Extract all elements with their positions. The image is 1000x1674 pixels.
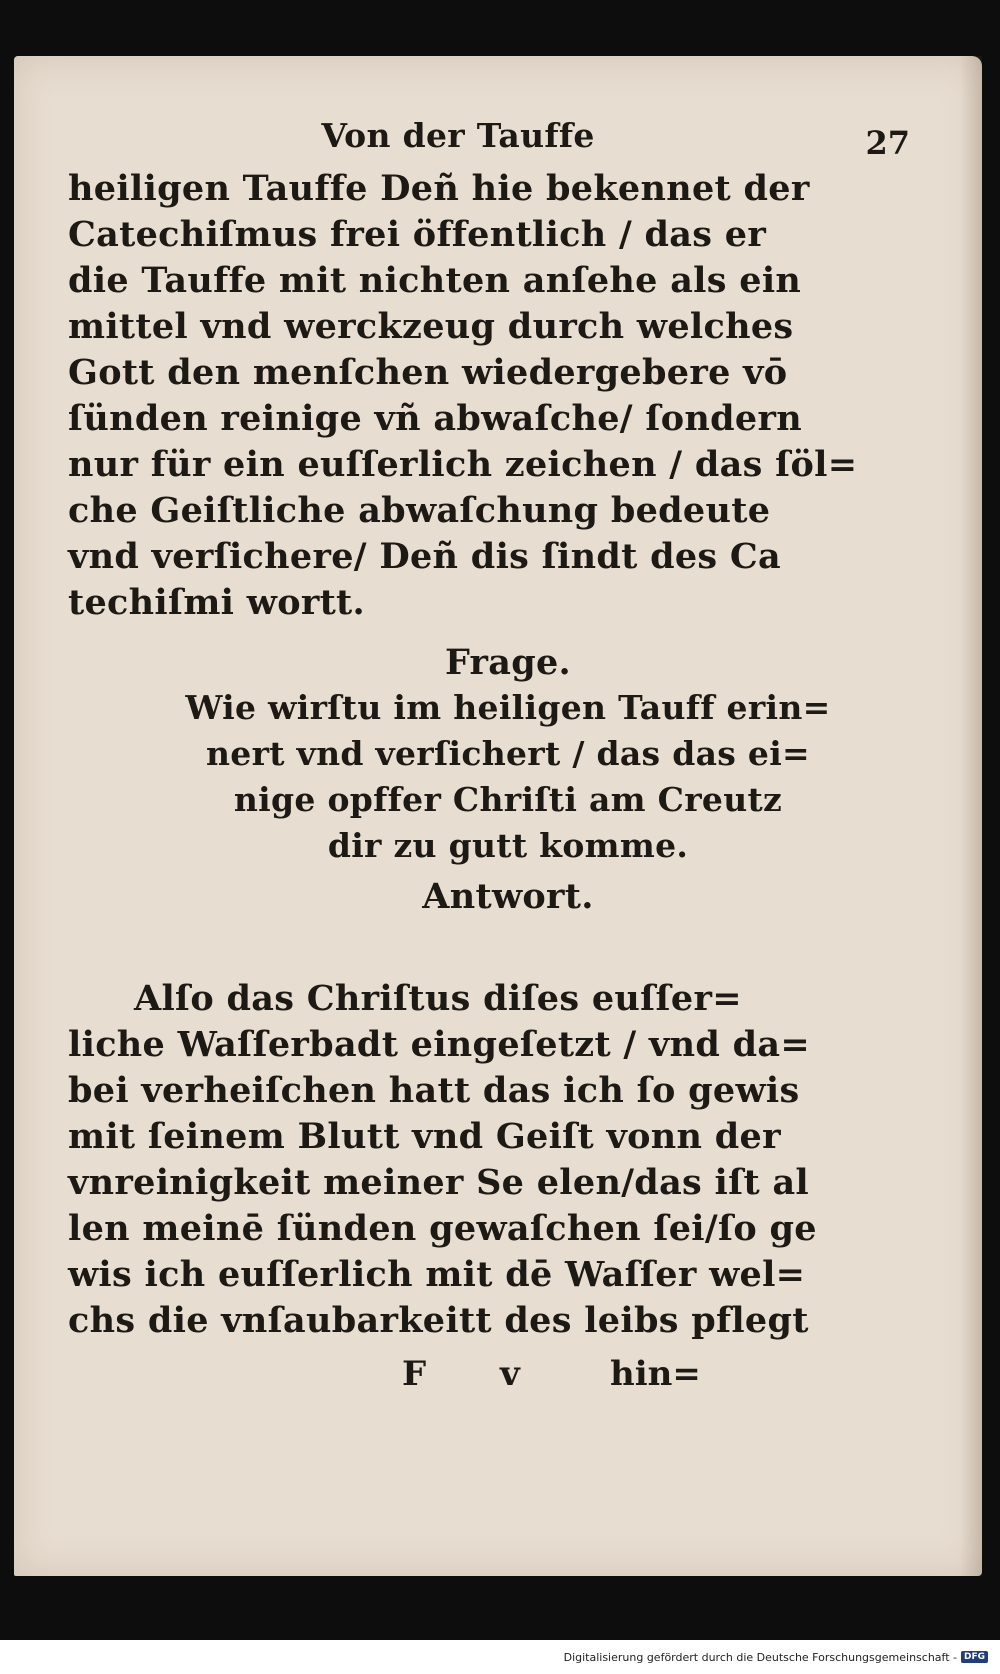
page-edge-shadow bbox=[960, 56, 982, 1576]
answer-line: chs die vnſaubarkeitt des leibs pflegt bbox=[68, 1300, 809, 1341]
book-page bbox=[14, 56, 982, 1576]
question-line: nert vnd verſichert / das das ei= bbox=[206, 734, 810, 773]
answer-line: liche Waſſerbadt eingeſetzt / vnd da= bbox=[68, 1024, 810, 1065]
answer-line: Alſo das Chriſtus diſes euſſer= bbox=[134, 978, 742, 1019]
text-line: heiligen Tauffe Deñ hie bekennet der bbox=[68, 168, 810, 209]
question-line: nige opffer Chriſti am Creutz bbox=[233, 780, 783, 819]
text-line: che Geiſtliche abwaſchung bedeute bbox=[68, 490, 771, 531]
question-heading: Frage. bbox=[444, 642, 572, 683]
question-line: Wie wirſtu im heiligen Tauff erin= bbox=[185, 688, 831, 727]
text-line: vnd verſichere/ Deñ dis ſindt des Ca bbox=[68, 536, 782, 577]
page-number: 27 bbox=[865, 124, 910, 162]
footer-credit-text: Digitalisierung gefördert durch die Deutsche Forschungsgemeinschaft - bbox=[563, 1650, 957, 1664]
answer-heading: Antwort. bbox=[422, 876, 594, 917]
answer-line: bei verheiſchen hatt das ich ſo gewis bbox=[68, 1070, 800, 1111]
text-line: techiſmi wortt. bbox=[68, 582, 365, 623]
text-line: Catechiſmus frei öffentlich / das er bbox=[68, 214, 767, 255]
text-line: ſünden reinige vñ abwaſche/ ſondern bbox=[68, 398, 802, 439]
answer-line: mit ſeinem Blutt vnd Geiſt vonn der bbox=[68, 1116, 781, 1157]
digitization-footer bbox=[0, 1640, 1000, 1674]
signature-mark: F bbox=[402, 1354, 427, 1394]
running-head: Von der Tauffe bbox=[321, 116, 595, 155]
answer-line: vnreinigkeit meiner Se elen/das iſt al bbox=[68, 1162, 810, 1203]
answer-line: len meinē ſünden gewaſchen ſei/ſo ge bbox=[68, 1208, 817, 1249]
catchword: hin= bbox=[610, 1354, 701, 1394]
text-line: die Tauffe mit nichten anſehe als ein bbox=[68, 260, 802, 301]
text-line: mittel vnd werckzeug durch welches bbox=[68, 306, 794, 347]
dfg-logo: DFG bbox=[961, 1651, 988, 1663]
text-line: nur für ein euſſerlich zeichen / das ſöl= bbox=[68, 444, 858, 485]
question-line: dir zu gutt komme. bbox=[327, 826, 689, 865]
text-line: Gott den menſchen wiedergebere vō bbox=[68, 352, 788, 393]
signature-mark: v bbox=[500, 1354, 520, 1394]
answer-line: wis ich euſſerlich mit dē Waſſer wel= bbox=[68, 1254, 806, 1295]
